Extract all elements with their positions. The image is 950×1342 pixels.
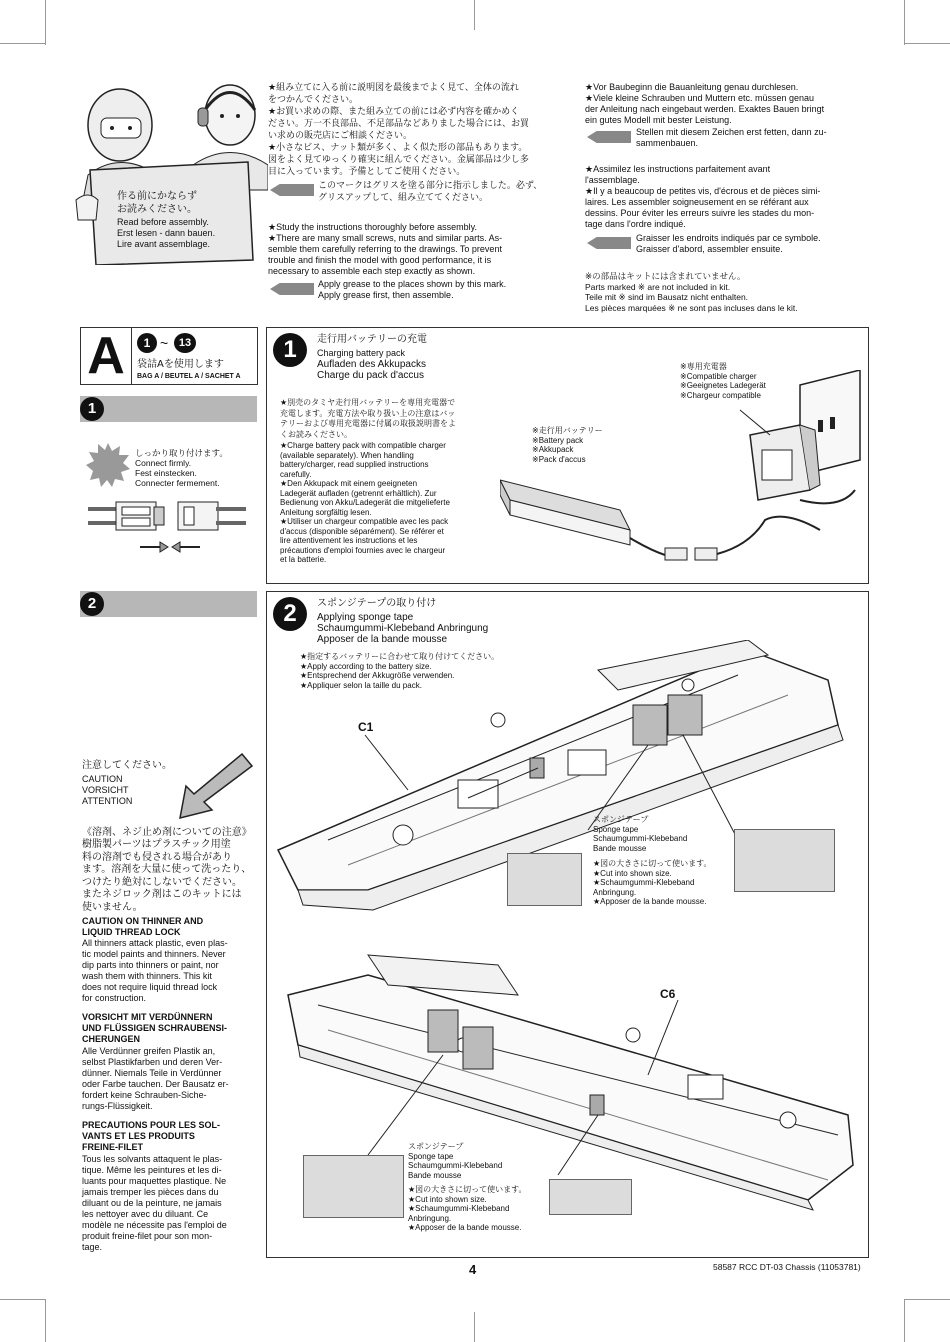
- sponge-template-box: [507, 853, 582, 906]
- sponge-template-box: [734, 829, 835, 892]
- crop-mark: [0, 1299, 45, 1300]
- caution-jp-title: 《溶剤、ネジ止め剤についての注意》: [82, 827, 252, 838]
- cut-note-1: ★図の大きさに切って使います。 ★Cut into shown size. ★Schaumgummi-Klebeband Anbringung. ★Apposer de la bande mousse.: [593, 859, 712, 906]
- intro-jp-grease: このマークはグリスを塗る部分に指示しました。必ず、 グリスアップして、組み立ててください。: [318, 181, 543, 203]
- grease-mark-icon: [587, 131, 631, 143]
- step1-number: 1: [273, 333, 307, 367]
- step2-note: ★指定するバッテリーに合わせて取り付けてください。 ★Apply according to the battery size. ★Entsprechend der Akkugröße verwenden. ★Appliquer selon la taille du pack.: [300, 652, 500, 690]
- bag-label: BAG A / BEUTEL A / SACHET A: [137, 373, 241, 380]
- crop-mark: [904, 0, 905, 45]
- step1-note-de: ★Den Akkupack mit einem geeigneten Ladegerät aufladen (getrennt erhältlich). Zur Bedienung von Akku/Ladegerät die mitgelieferte Anleitung sorgfältig lesen.: [280, 479, 450, 517]
- caution-de-body: Alle Verdünner greifen Plastik an, selbst Plastikfarben und deren Ver- dünner. Niemals Teile in Verdünner oder Farbe tauchen. Der Bausatz er- fordert keine Schrauben-Siche- rungs-Flüssigkeit.: [82, 1046, 229, 1111]
- page-number: 4: [469, 1262, 477, 1277]
- cut-note-2: ★図の大きさに切って使います。 ★Cut into shown size. ★Schaumgummi-Klebeband Anbringung. ★Apposer de la bande mousse.: [408, 1185, 527, 1232]
- step1-title-fr: Charge du pack d'accus: [317, 370, 424, 381]
- crop-mark: [45, 0, 46, 45]
- step1-title-jp: 走行用バッテリーの充電: [317, 334, 427, 345]
- caution-en-title: CAUTION ON THINNER AND LIQUID THREAD LOCK: [82, 916, 204, 937]
- crop-mark: [0, 43, 45, 44]
- crop-mark: [45, 1299, 46, 1342]
- crop-mark: [474, 1312, 475, 1342]
- section-letter-box: [80, 327, 132, 385]
- step1-title-en: Charging battery pack: [317, 348, 406, 358]
- crop-mark: [905, 43, 950, 44]
- caution-fr: ATTENTION: [82, 796, 133, 806]
- sponge-label-2: スポンジテープ Sponge tape Schaumgummi-Klebeband Bande mousse: [408, 1142, 503, 1180]
- intro-box-en: Read before assembly.: [117, 217, 209, 227]
- connect-text: しっかり取り付けます。 Connect firmly. Fest einstecken. Connecter fermement.: [135, 448, 228, 488]
- intro-en-grease: Apply grease to the places shown by this mark. Apply grease first, then assemble.: [318, 279, 507, 300]
- sponge-label-1: スポンジテープ Sponge tape Schaumgummi-Klebeband Bande mousse: [593, 815, 688, 853]
- connect-burst-icon: [86, 443, 130, 487]
- step1-sidebar-number: 1: [80, 397, 104, 421]
- caution-de: VORSICHT: [82, 785, 129, 795]
- step1-title-de: Aufladen des Akkupacks: [317, 359, 426, 370]
- label-c1: C1: [358, 720, 374, 734]
- intro-jp-text: ★組み立てに入る前に説明図を最後までよく見て、全体の流れ をつかんでください。 ★お買い求めの際、また組み立ての前には必ず内容を確かめく ださい。万一不良部品、不足部品などありました場合には、お買 い求めの販売店にご相談ください。 ★小さなビス、ナット類が多く、よく似た形の部品もあります。 図をよく見てゆっくり確実に組んでください。金属部品は少し多 目に入っています。予備としてご使用ください。: [268, 83, 530, 177]
- step2-title-jp: スポンジテープの取り付け: [317, 598, 437, 609]
- intro-en-text: ★Study the instructions thoroughly before assembly. ★There are many small screws, nuts and similar parts. As- semble them carefully referring to the drawings. To prevent trouble and finish the model with good performance, it is necessary to assemble each step exactly as shown.: [268, 222, 503, 276]
- section-letter: A: [87, 327, 125, 385]
- sponge-template-box: [303, 1155, 404, 1218]
- grease-mark-icon: [270, 184, 314, 196]
- crop-mark: [474, 0, 475, 30]
- grease-mark-icon: [587, 237, 631, 249]
- caution-arrow-icon: [172, 752, 254, 822]
- parts-note: ※の部品はキットには含まれていません。 Parts marked ※ are not included in kit. Teile mit ※ sind im Bausatz nicht enthalten. Les pièces marquées ※ ne sont pas incluses dans le kit.: [585, 271, 798, 313]
- caution-jp-body: 樹脂製パーツはプラスチック用塗 料の溶剤でも侵される場合があり ます。溶剤を大量に使って洗ったり、 つけたり絶対にしないでください。 またネジロック剤はこのキットには 使いません。: [82, 839, 252, 913]
- step2-title-de: Schaumgummi-Klebeband Anbringung: [317, 623, 489, 634]
- caution-jp-head: 注意してください。: [82, 760, 172, 771]
- step2-sidebar-number: 2: [80, 592, 104, 616]
- footer-code: 58587 RCC DT-03 Chassis (11053781): [713, 1262, 861, 1272]
- step2-number: 2: [273, 597, 307, 631]
- step1-note-fr: ★Utiliser un chargeur compatible avec les pack d'accus (disponible séparément). Se référer et lire attentivement les instructions et les précautions d'emploi fournies avec le chargeur et la batterie.: [280, 517, 449, 564]
- grease-mark-icon: [270, 283, 314, 295]
- step1-note-jp: ★別売のタミヤ走行用バッテリーを専用充電器で 充電します。充電方法や取り扱い上の注意はバッ テリーおよび専用充電器に付属の取扱説明書をよ くお読みください。: [280, 398, 456, 439]
- sponge-template-box: [549, 1179, 632, 1215]
- range-sep: ~: [160, 335, 169, 351]
- crop-mark: [904, 1299, 905, 1342]
- step1-note-en: ★Charge battery pack with compatible charger (available separately). When handling battery/charger, read supplied instructions carefully.: [280, 441, 446, 479]
- intro-fr-text: ★Assimilez les instructions parfaitement avant l'assemblage. ★Il y a beaucoup de petites vis, d'écrous et de pièces simi- laires. Les assembler soigneusement en se référant aux dessins. Pour éviter les erreurs suivre les stades du mon- tage dans l'ordre indiqué.: [585, 164, 821, 229]
- charging-illustration: [500, 370, 865, 580]
- caution-en-body: All thinners attack plastic, even plas- tic model paints and thinners. Never dip parts into thinners or paint, nor wash them with thinners. This kit does not require liquid thread lock for construction.: [82, 938, 228, 1003]
- range-to: 13: [174, 333, 196, 353]
- intro-box-de: Erst lesen - dann bauen.: [117, 228, 216, 238]
- step2-sidebar-bar: [80, 591, 257, 617]
- intro-de-text: ★Vor Baubeginn die Bauanleitung genau durchlesen. ★Viele kleine Schrauben und Muttern etc. müssen genau der Anleitung nach eingebaut werden. Exaktes Bauen bringt ein gutes Modell mit bester Leistung.: [585, 82, 825, 125]
- intro-box-jp: 作る前にかならず お読みください。: [117, 191, 197, 215]
- charger-label: ※専用充電器 ※Compatible charger ※Geeignetes Ladegerät ※Chargeur compatible: [680, 362, 766, 400]
- battery-label: ※走行用バッテリー ※Battery pack ※Akkupack ※Pack d'accus: [532, 426, 603, 464]
- intro-fr-grease: Graisser les endroits indiqués par ce symbole. Graisser d'abord, assembler ensuite.: [636, 233, 821, 254]
- step2-title-fr: Apposer de la bande mousse: [317, 634, 448, 645]
- caution-fr-title: PRECAUTIONS POUR LES SOL- VANTS ET LES PRODUITS FREINE-FILET: [82, 1120, 221, 1152]
- caution-de-title: VORSICHT MIT VERDÜNNERN UND FLÜSSIGEN SCHRAUBENSI- CHERUNGEN: [82, 1012, 228, 1044]
- crop-mark: [905, 1299, 950, 1300]
- caution-en: CAUTION: [82, 774, 123, 784]
- intro-box-fr: Lire avant assemblage.: [117, 239, 211, 249]
- step1-sidebar-bar: [80, 396, 257, 422]
- caution-fr-body: Tous les solvants attaquent le plas- tique. Même les peintures et les di- luants pour maquettes plastique. Ne jamais tremper les pièces dans du diluant ou de la peinture, ne jamais les nettoyer avec du diluant. Ce modèle ne nécessite pas l'emploi de produit freine-filet pour son mon- tage.: [82, 1154, 227, 1252]
- range-from: 1: [137, 333, 157, 353]
- bag-jp: 袋詰Aを使用します: [137, 359, 224, 370]
- intro-de-grease: Stellen mit diesem Zeichen erst fetten, dann zu- sammenbauen.: [636, 127, 827, 148]
- step2-title-en: Applying sponge tape: [317, 612, 414, 623]
- label-c6: C6: [660, 987, 676, 1001]
- connector-drawing: [88, 497, 248, 557]
